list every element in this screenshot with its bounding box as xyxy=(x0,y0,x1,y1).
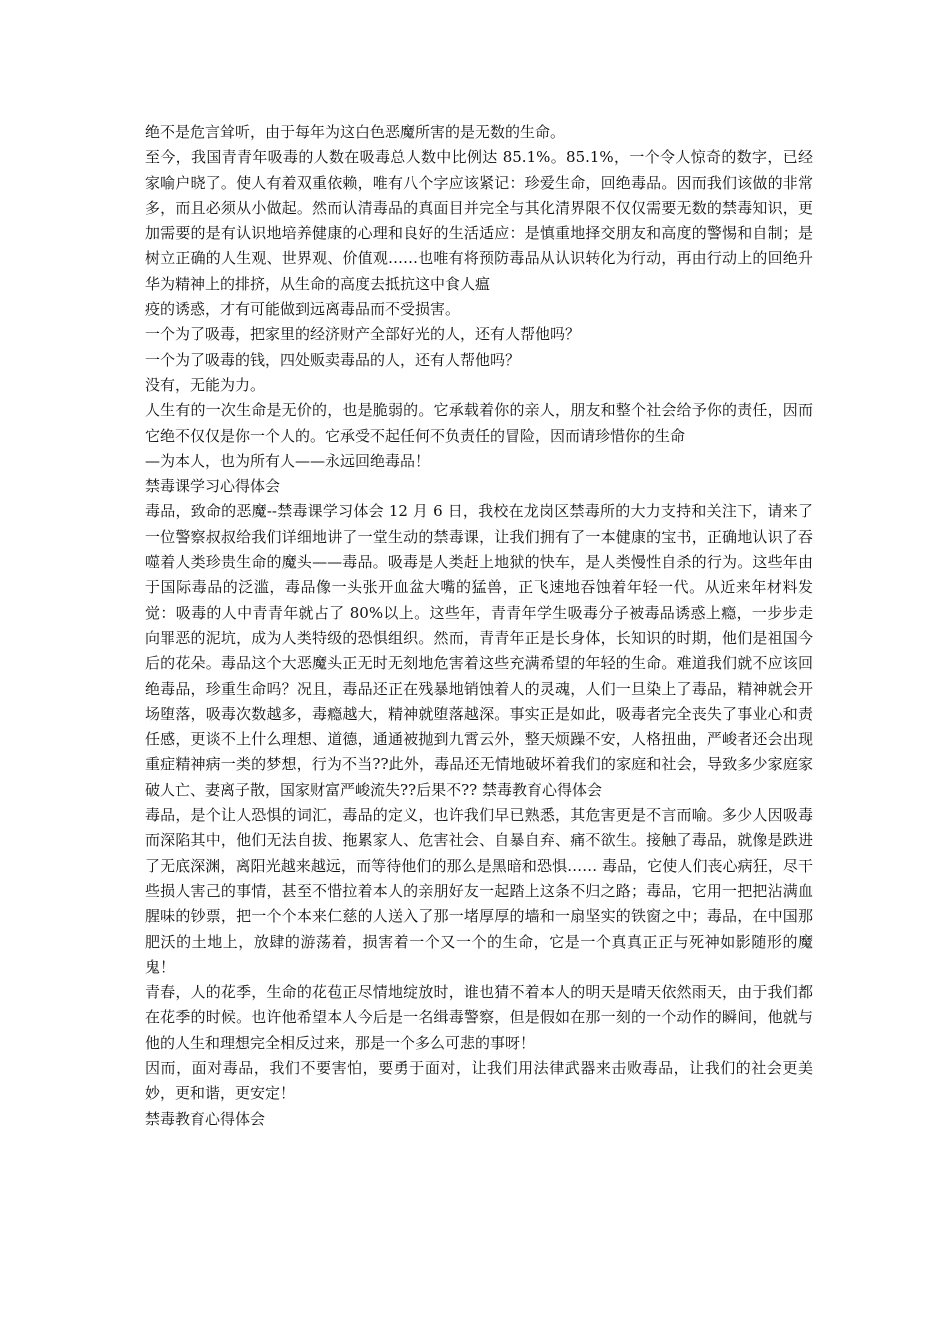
paragraph: 绝不是危言耸听，由于每年为这白色恶魔所害的是无数的生命。 xyxy=(145,123,566,141)
paragraph: 毒品，是个让人恐惧的词汇，毒品的定义，也许我们早已熟悉，其危害更是不言而喻。多少人因吸毒而深陷其中，他们无法自拔、拖累家人、危害社会、自暴自弃、痛不欲生。接触了毒品，就像是跌进了无底深渊，离阳光越来越远，而等待他们的那么是黑暗和恐惧…… 毒品，它使人们丧心病狂，尽干些损人害己的事情，甚至不惜拉着本人的亲朋好友一起踏上这条不归之路；毒品，它用一把把沾满血腥味的钞票，把一个个本来仁慈的人送入了那一堵厚厚的墙和一扇坚实的铁窗之中；毒品，在中国那肥沃的土地上，放肆的游荡着，损害着一个又一个的生命，它是一个真真正正与死神如影随形的魔鬼！ xyxy=(145,806,813,976)
paragraph: 因而，面对毒品，我们不要害怕，要勇于面对，让我们用法律武器来击败毒品，让我们的社会更美妙，更和谐，更安定！ xyxy=(145,1058,813,1103)
document-body xyxy=(145,120,813,1132)
paragraph: 没有，无能为力。 xyxy=(145,375,266,394)
paragraph: 毒品，致命的恶魔--禁毒课学习体会 12 月 6 日，我校在龙岗区禁毒所的大力支持和关注下，请来了一位警察叔叔给我们详细地讲了一堂生动的禁毒课，让我们拥有了一本健康的宝书，正确地认识了吞噬着人类珍贵生命的魔头——毒品。吸毒是人类赶上地狱的快车，是人类慢性自杀的行为。这些年由于国际毒品的泛滥，毒品像一头张开血盆大嘴的猛兽，正飞速地吞蚀着年轻一代。从近来年材料发觉：吸毒的人中青青年就占了 80%以上。这些年，青青年学生吸毒分子被毒品诱惑上瘾，一步步走向罪恶的泥坑，成为人类特级的恐惧组织。然而，青青年正是长身体，长知识的时期，他们是祖国今后的花朵。毒品这个大恶魔头正无时无刻地危害着这些充满希望的年轻的生命。难道我们就不应该回绝毒品，珍重生命吗？况且，毒品还正在残暴地销蚀着人的灵魂，人们一旦染上了毒品，精神就会开场堕落，吸毒次数越多，毒瘾越大，精神就堕落越深。事实正是如此，吸毒者完全丧失了事业心和责任感，更谈不上什么理想、道德，通通被抛到九霄云外，整天烦躁不安，人格扭曲，严峻者还会出现重症精神病一类的梦想，行为不当??此外，毒品还无情地破坏着我们的家庭和社会，导致多少家庭家破人亡、妻离子散，国家财富严峻流失??后果不?? 禁毒教育心得体会 xyxy=(145,502,813,799)
paragraph: 青春，人的花季，生命的花苞正尽情地绽放时，谁也猜不着本人的明天是晴天依然雨天，由于我们都在花季的时候。也许他希望本人今后是一名缉毒警察，但是假如在那一刻的一个动作的瞬间，他就与他的人生和理想完全相反过来，那是一个多么可悲的事呀！ xyxy=(145,983,813,1052)
section-heading: 禁毒课学习心得体会 xyxy=(145,477,281,496)
paragraph: 疫的诱惑，才有可能做到远离毒品而不受损害。 xyxy=(145,300,461,319)
section-heading: 禁毒教育心得体会 xyxy=(145,1109,266,1128)
paragraph: 一个为了吸毒，把家里的经济财产全部好光的人，还有人帮他吗？ xyxy=(145,325,581,344)
paragraph: 一个为了吸毒的钱，四处贩卖毒品的人，还有人帮他吗？ xyxy=(145,350,521,369)
paragraph: —为本人，也为所有人——永远回绝毒品！ xyxy=(145,451,431,470)
paragraph: 人生有的一次生命是无价的，也是脆弱的。它承载着你的亲人，朋友和整个社会给予你的责任，因而它绝不仅仅是你一个人的。它承受不起任何不负责任的冒险，因而请珍惜你的生命 xyxy=(145,401,813,445)
paragraph: 至今，我国青青年吸毒的人数在吸毒总人数中比例达 85.1%。85.1%，一个令人惊奇的数字，已经家喻户晓了。使人有着双重依赖，唯有八个字应该紧记：珍爱生命，回绝毒品。因而我们该做的非常多，而且必须从小做起。然而认清毒品的真面目并完全与其化清界限不仅仅需要无数的禁毒知识，更加需要的是有认识地培养健康的心理和良好的生活适应：是慎重地择交朋友和高度的警惕和自制；是树立正确的人生观、世界观、价值观……也唯有将预防毒品从认识转化为行动，再由行动上的回绝升华为精神上的排挤，从生命的高度去抵抗这中食人瘟 xyxy=(145,148,813,293)
